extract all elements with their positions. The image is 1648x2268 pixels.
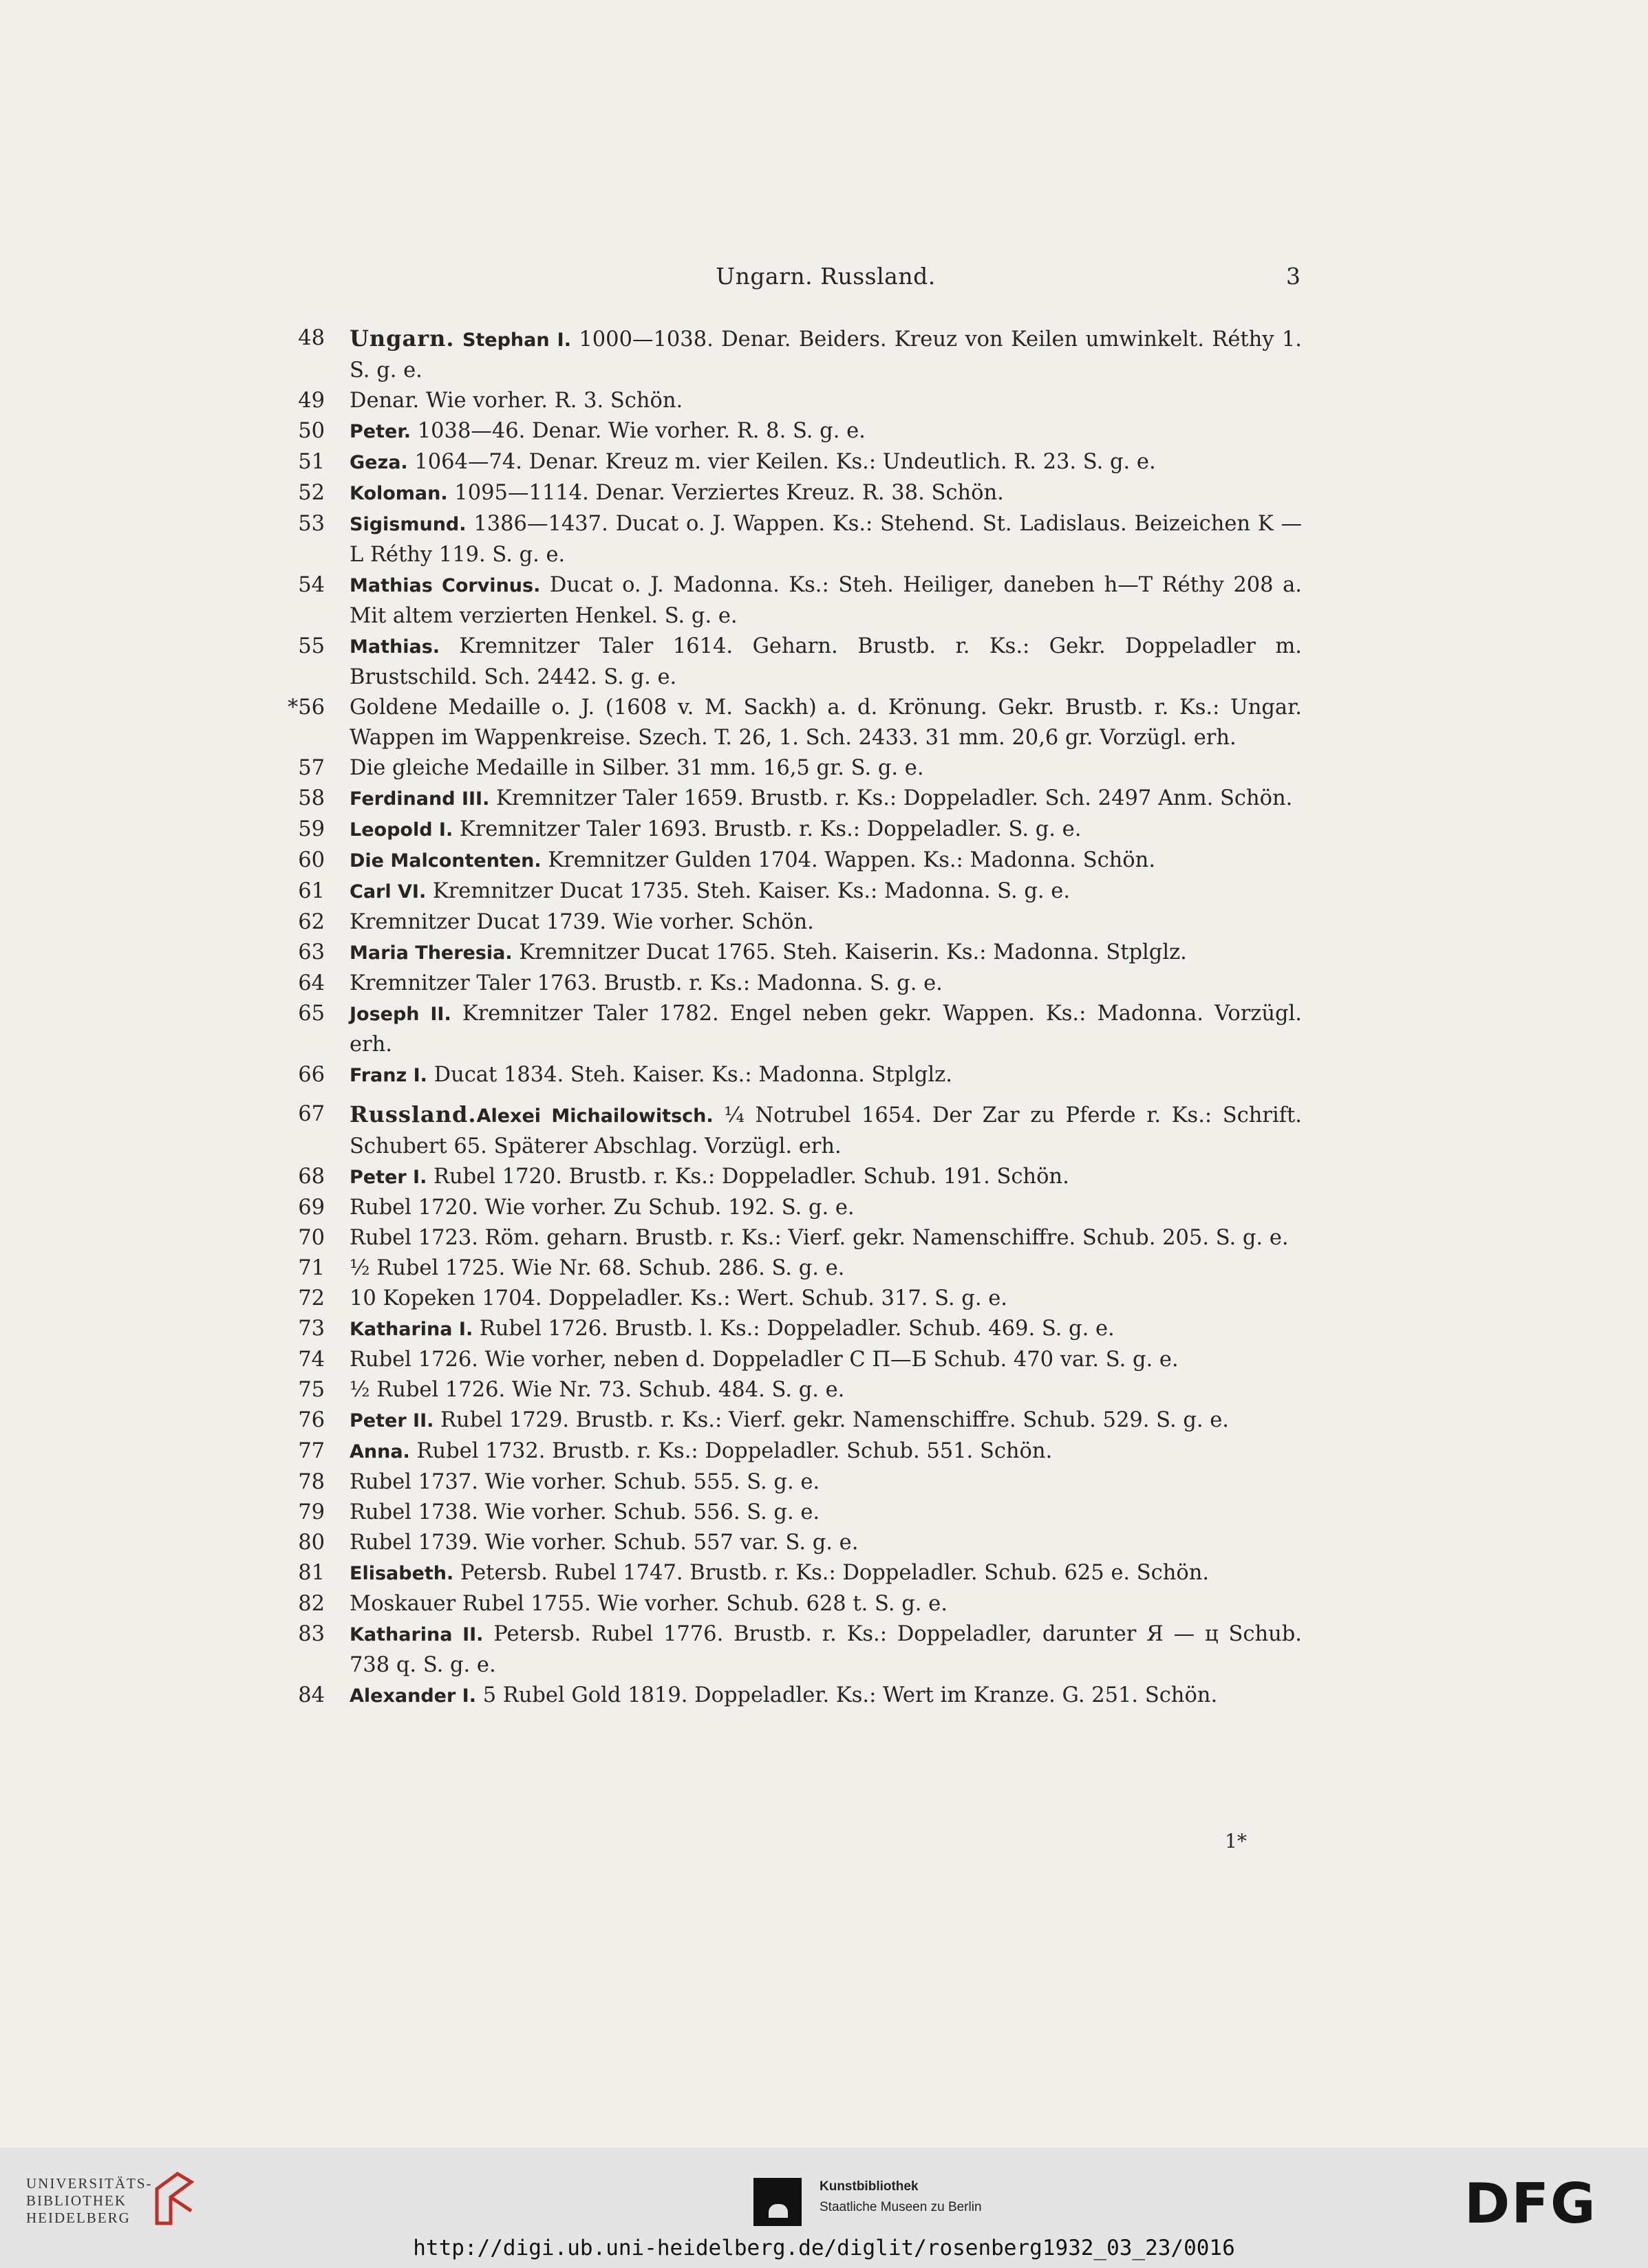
ruler-name: Carl VI. — [350, 881, 427, 903]
entry-number: 80 — [298, 1531, 325, 1555]
ruler-name: Anna. — [350, 1441, 410, 1462]
entry-number: 81 — [298, 1561, 325, 1585]
catalogue-entry — [275, 447, 1302, 478]
ruler-name: Leopold I. — [350, 819, 453, 841]
entry-description: Rubel 1729. Brustb. r. Ks.: Vierf. gekr. Namenschiffre. Schub. 529. S. g. e. — [440, 1408, 1230, 1432]
university-logo-line: UNIVERSITÄTS- — [26, 2175, 153, 2192]
catalogue-entry — [275, 876, 1302, 907]
catalogue-entry — [275, 1253, 1302, 1284]
entry-number: 68 — [298, 1165, 325, 1189]
ruler-name: Stephan I. — [462, 330, 571, 351]
entry-description: Ducat 1834. Steh. Kaiser. Ks.: Madonna. Stplglz. — [434, 1063, 952, 1087]
entry-description: Kremnitzer Taler 1659. Brustb. r. Ks.: Doppeladler. Sch. 2497 Anm. Schön. — [496, 786, 1293, 810]
entry-description: Rubel 1738. Wie vorher. Schub. 556. S. g. e. — [350, 1500, 820, 1524]
entry-number: 69 — [298, 1196, 325, 1220]
catalogue-entry — [275, 416, 1302, 447]
running-head — [351, 263, 1301, 304]
dfg-logo[interactable]: DFG — [1464, 2172, 1597, 2236]
ruler-name: Sigismund. — [350, 514, 467, 535]
catalogue-entry — [275, 1498, 1302, 1528]
entry-number: 83 — [298, 1622, 325, 1646]
entry-number: 53 — [298, 512, 325, 536]
catalogue-entry — [275, 845, 1302, 876]
catalogue-entry — [275, 1558, 1302, 1589]
catalogue-entry — [275, 784, 1302, 814]
entry-description: ¼ Notrubel 1654. Der Zar zu Pferde r. Ks.: Schrift. Schubert 65. Späterer Abschlag. Vorzügl. erh. — [350, 1103, 1302, 1158]
entry-description: Kremnitzer Taler 1763. Brustb. r. Ks.: Madonna. S. g. e. — [350, 971, 943, 995]
entry-number: 74 — [298, 1348, 325, 1372]
catalogue-entry — [275, 1162, 1302, 1193]
entry-description: Kremnitzer Taler 1614. Geharn. Brustb. r. Ks.: Gekr. Doppeladler m. Brustschild. Sch. 2442. S. g. e. — [350, 634, 1302, 689]
catalogue-entry — [275, 386, 1302, 416]
catalogue-entry — [275, 1345, 1302, 1375]
entry-number: 63 — [298, 940, 325, 964]
entry-number: 51 — [298, 450, 325, 474]
entry-number: 52 — [298, 481, 325, 505]
entry-number: 60 — [298, 848, 325, 872]
ruler-name: Alexei Michailowitsch. — [476, 1105, 714, 1127]
entry-description: Moskauer Rubel 1755. Wie vorher. Schub. 628 t. S. g. e. — [350, 1592, 948, 1616]
entry-number: 59 — [298, 817, 325, 841]
entry-description: Kremnitzer Ducat 1765. Steh. Kaiserin. Ks.: Madonna. Stplglz. — [519, 940, 1187, 964]
entry-description: Rubel 1739. Wie vorher. Schub. 557 var. S. g. e. — [350, 1531, 859, 1555]
entry-number: 84 — [298, 1683, 325, 1707]
entry-number: 58 — [298, 786, 325, 810]
catalogue-entry — [275, 907, 1302, 938]
ruler-name: Mathias Corvinus. — [350, 575, 541, 596]
ruler-name: Maria Theresia. — [350, 942, 513, 964]
entry-description: Rubel 1723. Röm. geharn. Brustb. r. Ks.: Vierf. gekr. Namenschiffre. Schub. 205. S. g. e. — [350, 1226, 1289, 1250]
entry-number: 78 — [298, 1470, 325, 1494]
running-title: Ungarn. Russland. — [716, 263, 936, 290]
entry-description: Kremnitzer Ducat 1735. Steh. Kaiser. Ks.: Madonna. S. g. e. — [432, 879, 1071, 903]
entry-number: 76 — [298, 1408, 325, 1432]
catalogue-entry — [275, 1223, 1302, 1253]
ruler-name: Katharina II. — [350, 1624, 484, 1645]
entry-description: Ducat o. J. Madonna. Ks.: Steh. Heiliger, daneben h—T Réthy 208 a. Mit altem verzierten Henkel. S. g. e. — [350, 573, 1303, 628]
ruler-name: Katharina I. — [350, 1319, 473, 1340]
catalogue-entry — [275, 570, 1302, 631]
entry-description: Rubel 1737. Wie vorher. Schub. 555. S. g. e. — [350, 1470, 820, 1494]
entry-number: 48 — [298, 326, 325, 350]
entry-number: 72 — [298, 1286, 325, 1310]
catalogue-entry — [275, 1193, 1302, 1223]
catalogue-entry — [275, 969, 1302, 999]
entry-number: 54 — [298, 573, 325, 597]
university-mark-icon — [150, 2168, 198, 2230]
catalogue-entry — [275, 1284, 1302, 1314]
entry-number: 73 — [298, 1317, 325, 1341]
ruler-name: Ferdinand III. — [350, 788, 490, 810]
ruler-name: Koloman. — [350, 483, 448, 504]
entry-description: 1038—46. Denar. Wie vorher. R. 8. S. g. e. — [417, 419, 866, 443]
catalogue-entry — [275, 1681, 1302, 1711]
catalogue-entry — [275, 999, 1302, 1060]
entry-description: Kremnitzer Ducat 1739. Wie vorher. Schön. — [350, 910, 814, 934]
ruler-name: Mathias. — [350, 636, 440, 658]
entry-number: 49 — [298, 389, 325, 413]
ruler-name: Alexander I. — [350, 1685, 476, 1707]
ruler-name: Elisabeth. — [350, 1563, 454, 1584]
entry-number: 61 — [298, 879, 325, 903]
entry-number: 64 — [298, 971, 325, 995]
entry-description: Rubel 1726. Brustb. l. Ks.: Doppeladler. Schub. 469. S. g. e. — [479, 1317, 1115, 1341]
kunstbibliothek-icon — [753, 2178, 802, 2226]
catalogue-entry — [275, 1528, 1302, 1558]
entry-number: 77 — [298, 1439, 325, 1463]
catalogue-entry — [275, 1619, 1302, 1681]
entry-description: Goldene Medaille o. J. (1608 v. M. Sackh) a. d. Krönung. Gekr. Brustb. r. Ks.: Ungar. Wappen im Wappenkreise. Szech. T. 26, 1. Sch. 2433. 31 mm. 20,6 gr. Vorzügl. erh. — [350, 695, 1302, 750]
catalogue-entry — [275, 1375, 1302, 1405]
entry-number: 55 — [298, 634, 325, 658]
entry-description: Rubel 1720. Wie vorher. Zu Schub. 192. S. g. e. — [350, 1196, 855, 1220]
entry-description: ½ Rubel 1725. Wie Nr. 68. Schub. 286. S. g. e. — [350, 1256, 845, 1280]
university-logo-line: HEIDELBERG — [26, 2210, 131, 2226]
university-library-logo[interactable] — [26, 2175, 153, 2227]
entry-number: 50 — [298, 419, 325, 443]
entry-number: 70 — [298, 1226, 325, 1250]
ruler-name: Peter II. — [350, 1410, 434, 1432]
entry-number: 79 — [298, 1500, 325, 1524]
entry-description: 1064—74. Denar. Kreuz m. vier Keilen. Ks.: Undeutlich. R. 23. S. g. e. — [414, 450, 1156, 474]
catalogue-entry — [275, 478, 1302, 509]
permalink-url[interactable]: http://digi.ub.uni-heidelberg.de/diglit/rosenberg1932_03_23/0016 — [413, 2236, 1235, 2260]
entry-description: Denar. Wie vorher. R. 3. Schön. — [350, 389, 683, 413]
catalogue-entry — [275, 509, 1302, 570]
university-logo-line: BIBLIOTHEK — [26, 2192, 127, 2209]
ruler-name: Joseph II. — [350, 1004, 451, 1025]
entry-description: 5 Rubel Gold 1819. Doppeladler. Ks.: Wert im Kranze. G. 251. Schön. — [482, 1683, 1218, 1707]
entry-number: 71 — [298, 1256, 325, 1280]
catalogue-entry — [275, 1467, 1302, 1498]
entry-description: 1095—1114. Denar. Verziertes Kreuz. R. 38. Schön. — [454, 481, 1004, 505]
entry-description: Petersb. Rubel 1776. Brustb. r. Ks.: Doppeladler, darunter Я — ц Schub. 738 q. S. g. e. — [350, 1622, 1302, 1677]
catalogue-entry — [275, 631, 1302, 693]
kunstbibliothek-name: Kunstbibliothek — [820, 2179, 919, 2194]
entry-description: Rubel 1720. Brustb. r. Ks.: Doppeladler. Schub. 191. Schön. — [434, 1165, 1069, 1189]
entry-number: 67 — [298, 1102, 325, 1126]
entry-number: 82 — [298, 1592, 325, 1616]
viewer-footer — [0, 2148, 1648, 2268]
catalogue-entry — [275, 693, 1302, 753]
entry-description: Kremnitzer Gulden 1704. Wappen. Ks.: Madonna. Schön. — [548, 848, 1156, 872]
ruler-name: Geza. — [350, 452, 408, 473]
catalogue-entry — [275, 938, 1302, 969]
catalogue-entry — [275, 1060, 1302, 1091]
kunstbibliothek-subtitle: Staatliche Museen zu Berlin — [820, 2200, 982, 2214]
catalogue-entry — [275, 1589, 1302, 1619]
entry-description: Kremnitzer Taler 1782. Engel neben gekr. Wappen. Ks.: Madonna. Vorzügl. erh. — [350, 1002, 1302, 1057]
entry-description: Rubel 1726. Wie vorher, neben d. Doppeladler C П—Б Schub. 470 var. S. g. e. — [350, 1348, 1179, 1372]
ruler-name: Franz I. — [350, 1065, 427, 1086]
catalogue-entry — [275, 753, 1302, 784]
entry-description: 10 Kopeken 1704. Doppeladler. Ks.: Wert. Schub. 317. S. g. e. — [350, 1286, 1007, 1310]
catalogue-entry — [275, 1436, 1302, 1467]
catalogue-entry — [275, 1405, 1302, 1436]
entry-number: 65 — [298, 1002, 325, 1026]
entry-description: Petersb. Rubel 1747. Brustb. r. Ks.: Doppeladler. Schub. 625 e. Schön. — [460, 1561, 1210, 1585]
entry-number: 75 — [298, 1378, 325, 1402]
catalogue-entry — [275, 323, 1302, 386]
entry-number: *56 — [287, 695, 325, 720]
entry-description: Kremnitzer Taler 1693. Brustb. r. Ks.: Doppeladler. S. g. e. — [459, 817, 1082, 841]
printer-signature: 1* — [1225, 1830, 1247, 1853]
catalogue-entry — [275, 1314, 1302, 1345]
catalogue-entry — [275, 1099, 1302, 1162]
ruler-name: Die Malcontenten. — [350, 850, 542, 872]
entry-description: ½ Rubel 1726. Wie Nr. 73. Schub. 484. S. g. e. — [350, 1378, 845, 1402]
country-heading: Russland. — [350, 1101, 477, 1127]
ruler-name: Peter. — [350, 421, 411, 442]
entry-description: 1000—1038. Denar. Beiders. Kreuz von Keilen umwinkelt. Réthy 1. S. g. e. — [350, 327, 1302, 382]
catalogue-entry — [275, 814, 1302, 845]
entry-number: 57 — [298, 756, 325, 780]
page-number: 3 — [1286, 263, 1301, 290]
entry-description: Rubel 1732. Brustb. r. Ks.: Doppeladler. Schub. 551. Schön. — [416, 1439, 1053, 1463]
country-heading: Ungarn. — [350, 325, 455, 352]
entry-description: Die gleiche Medaille in Silber. 31 mm. 16,5 gr. S. g. e. — [350, 756, 924, 780]
entry-number: 62 — [298, 910, 325, 934]
entry-number: 66 — [298, 1063, 325, 1087]
entry-description: 1386—1437. Ducat o. J. Wappen. Ks.: Stehend. St. Ladislaus. Beizeichen K — L Réthy 119. S. g. e. — [350, 512, 1302, 567]
ruler-name: Peter I. — [350, 1167, 427, 1188]
catalogue-entries — [275, 323, 1302, 1711]
